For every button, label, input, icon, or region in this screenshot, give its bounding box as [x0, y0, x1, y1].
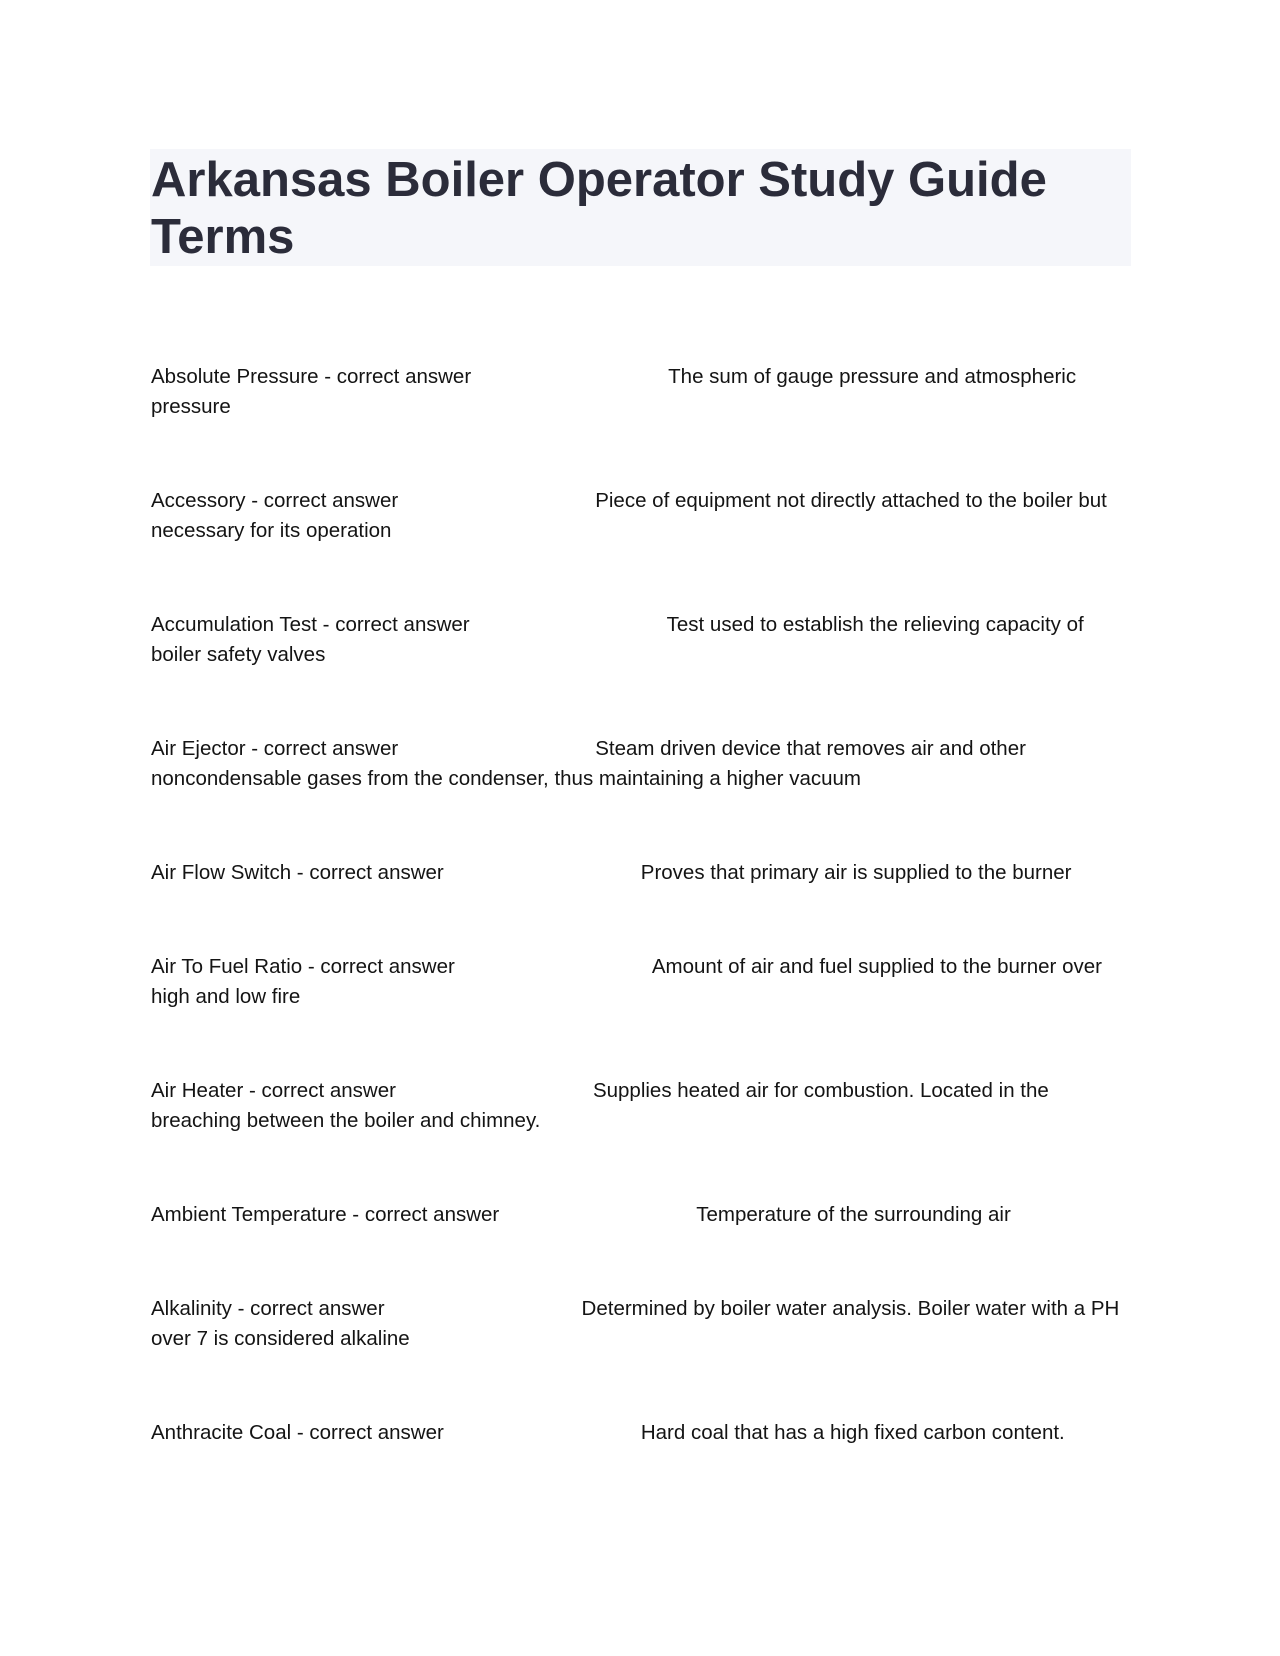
- term-definition: Amount of air and fuel supplied to the burner over high and low fire: [151, 955, 1102, 1008]
- term-question: Air Heater - correct answer: [151, 1079, 396, 1102]
- term-question: Air Ejector - correct answer: [151, 737, 399, 760]
- term-entry: [151, 734, 1131, 858]
- term-question: Ambient Temperature - correct answer: [151, 1203, 500, 1226]
- term-definition: Hard coal that has a high fixed carbon content.: [640, 1421, 1065, 1444]
- term-question: Accessory - correct answer: [151, 489, 399, 512]
- term-definition: Supplies heated air for combustion. Located in the breaching between the boiler and chimney.: [151, 1079, 1049, 1132]
- term-question: Air To Fuel Ratio - correct answer: [151, 955, 455, 978]
- term-question: Accumulation Test - correct answer: [151, 613, 470, 636]
- term-definition: Test used to establish the relieving capacity of boiler safety valves: [151, 613, 1084, 666]
- term-definition: Piece of equipment not directly attached to the boiler but necessary for its operation: [151, 489, 1107, 542]
- term-list: [151, 362, 1131, 1512]
- term-entry: [151, 486, 1131, 610]
- term-definition: The sum of gauge pressure and atmospheric pressure: [151, 365, 1077, 418]
- term-entry: [151, 1418, 1131, 1512]
- term-definition: Proves that primary air is supplied to the burner: [640, 861, 1072, 884]
- document-title: Arkansas Boiler Operator Study Guide Terms: [151, 153, 1047, 264]
- term-definition: Steam driven device that removes air and other noncondensable gases from the condenser, thus maintaining a higher vacuum: [151, 737, 1026, 790]
- term-question: Anthracite Coal - correct answer: [151, 1421, 444, 1444]
- term-entry: [151, 362, 1131, 486]
- term-question: Alkalinity - correct answer: [151, 1297, 385, 1320]
- term-entry: [151, 1200, 1131, 1294]
- term-entry: [151, 952, 1131, 1076]
- term-entry: [151, 1076, 1131, 1200]
- term-definition: Temperature of the surrounding air: [696, 1203, 1011, 1226]
- title-block: [150, 149, 1131, 266]
- term-question: Absolute Pressure - correct answer: [151, 365, 472, 388]
- term-entry: [151, 610, 1131, 734]
- term-entry: [151, 1294, 1131, 1418]
- term-definition: Determined by boiler water analysis. Boiler water with a PH over 7 is considered alkaline: [151, 1297, 1120, 1350]
- term-question: Air Flow Switch - correct answer: [151, 861, 444, 884]
- term-entry: [151, 858, 1131, 952]
